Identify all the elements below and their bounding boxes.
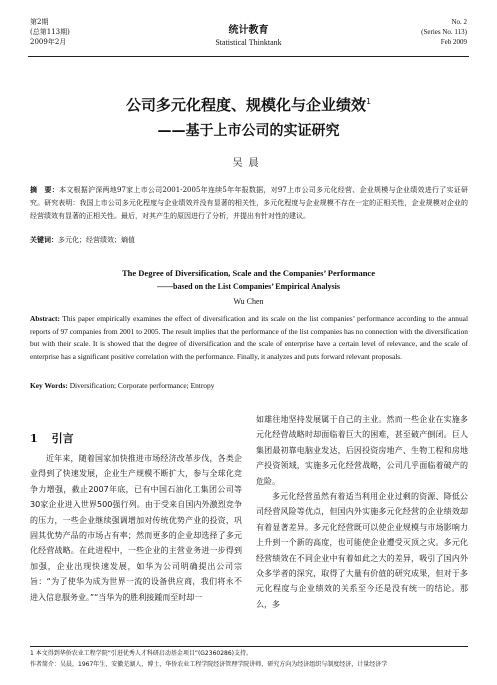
keywords-label-cn: 关键词：: [30, 235, 58, 244]
section-number: 1: [30, 432, 38, 445]
header-rule: [28, 56, 469, 57]
article-title-en: The Degree of Diversification, Scale and the Companies’ Performance: [122, 268, 375, 278]
abstract-text-en: This paper empirically examines the effect of diversification and its scale on the list companies’ performance according to the annual reports of 97 companies from 2001 to 2005. The result implies that the performance of the list companies has no connection with the diversification but with their scale. It is showed that the degree of diversification and the scale of enterprise have a certain level of relevance, and the scale of enterprise has a significant positive correlation with the performance. Finally, it analyzes and puts forward relevant proposals.: [30, 314, 468, 361]
issue-date-cn: 2009年2月: [30, 38, 67, 46]
footnote-rule: [30, 646, 468, 647]
body-paragraph: 多元化经营虽然有着适当利用企业过剩的资源、降低公司经营风险等优点，但国内外实施多元化经营的企业绩效却有着显著差异。多元化经营既可以使企业规模与市场影响力上升到一个新的高度，也可能使企业遭受灭顶之灾。多元化经营绩效在不同企业中有着如此之大的差异，吸引了国内外众多学者的深究，取得了大量有价值的研究成果，但对于多元化程度与企业绩效的关系至今还是没有统一的结论。那么，多: [256, 492, 468, 609]
keywords-cn: [30, 234, 468, 246]
section-heading-introduction: [30, 430, 74, 446]
body-paragraph: 近年来，随着国家加快推进市场经济改革步伐，各类企业得到了快速发展，企业生产规模不断扩大，参与全球化竞争力增强，截止2007年底，已有中国石油化工集团公司等30家企业进入世界500强行列。由于受来自国内外激烈竞争的压力，一些企业继续强调增加对传统优势产业的投资，巩固其优势产品的市场占有率；然而更多的企业却选择了多元化经营战略。在此进程中，一些企业的主营业务进一步得到加强，企业出现快速发展，如华为公司明确提出公司宗旨：“为了使华为成为世界一流的设备供应商，我们将永不进入信息服务业。”“当华为的胜利接踵而至时却一: [30, 454, 242, 602]
author-name-cn: 吴晨: [232, 158, 265, 169]
title-footnote-mark: 1: [365, 97, 372, 106]
header-issue-en: [421, 17, 467, 47]
article-subtitle-cn: ——基于上市公司的实证研究: [157, 123, 340, 139]
article-title-cn: [0, 94, 497, 115]
section-title: 引言: [51, 432, 74, 445]
author-name-en: Wu Chen: [233, 297, 264, 306]
abstract-label-cn: 摘 要：: [30, 185, 59, 194]
journal-name-cn: 统计教育: [228, 25, 269, 36]
journal-name-en: Statistical Thinktank: [215, 38, 282, 47]
issue-number-en: No. 2: [451, 18, 467, 26]
body-column-right: [256, 412, 468, 612]
keywords-en: [30, 381, 468, 390]
keywords-text-cn: 多元化；经营绩效；熵值: [58, 236, 135, 244]
total-issue-cn: (总第113期): [30, 28, 70, 36]
series-number-en: (Series No. 113): [421, 28, 467, 36]
issue-date-en: Feb 2009: [440, 38, 467, 46]
issue-number-cn: 第2期: [30, 18, 49, 26]
body-column-left: [30, 451, 242, 605]
abstract-cn: [30, 183, 468, 223]
body-paragraph: 如雄往地坚持发展属于自己的主业。然而一些企业在实施多元化经营战略时却面临着巨大的困难，甚至破产倒闭。巨人集团最初靠电脑业发达，后因投资房地产、生物工程和房地产投资领域，实施多元化经营战略，公司几乎面临着破产的危险。: [256, 415, 468, 486]
article-subtitle-en: ——based on the List Companies’ Empirical Analysis: [157, 282, 340, 291]
abstract-en: [30, 313, 468, 363]
footnote-author-bio: 作者简介：吴晨，1967年生，安徽芜湖人，博士，华侨农业工程学院经济管理学院讲师，研究方向为经济组织与制度经济，计量经济学: [30, 661, 388, 668]
title-text-cn: 公司多元化程度、规模化与企业绩效: [125, 96, 366, 114]
keywords-label-en: Key Words:: [30, 381, 68, 390]
footnote-funding: 1 本文得到华侨农业工程学院“引进优秀人才科研启动基金项目”(G2360286)支持。: [30, 650, 252, 657]
abstract-label-en: Abstract:: [30, 314, 60, 323]
abstract-text-cn: 本文根据沪深两地97家上市公司2001-2005年连续5年年报数据，对97上市公司多元化经营、企业规模与企业绩效进行了实证研究。研究表明：我国上市公司多元化程度与企业绩效并没有显著的相关性，多元化程度与企业规模不存在一定的正相关性，企业规模对企业的经营绩效有显著的正相关性。最后，对其产生的原因进行了分析，并提出有针对性的建议。: [30, 186, 468, 220]
keywords-text-en: Diversification; Corporate performance; Entropy: [67, 381, 215, 390]
